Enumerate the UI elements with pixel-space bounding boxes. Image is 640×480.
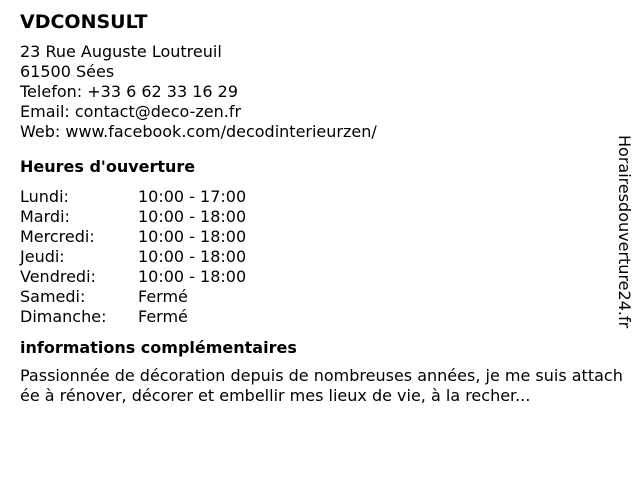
hours-row-saturday [20, 287, 610, 307]
address-street: 23 Rue Auguste Loutreuil [20, 42, 222, 61]
website-link[interactable]: Web: www.facebook.com/decodinterieurzen/ [20, 122, 377, 141]
phone-number[interactable]: Telefon: +33 6 62 33 16 29 [20, 82, 239, 101]
hours-heading: Heures d'ouverture [20, 157, 196, 176]
day-label: Vendredi: [20, 267, 96, 286]
day-label: Lundi: [20, 187, 69, 206]
hours-value: 10:00 - 18:00 [138, 267, 247, 286]
hours-row-wednesday [20, 227, 610, 247]
business-card [20, 8, 623, 406]
hours-row-monday [20, 187, 610, 207]
opening-hours-table [20, 187, 610, 327]
contact-block [20, 42, 610, 142]
hours-value: Fermé [138, 307, 188, 326]
day-label: Mercredi: [20, 227, 95, 246]
email-address[interactable]: Email: contact@deco-zen.fr [20, 102, 242, 121]
info-description: Passionnée de décoration depuis de nombreuses années, je me suis attachée à rénover, décorer et embellir mes lieux de vie, à la recher... [20, 366, 623, 405]
hours-row-friday [20, 267, 610, 287]
hours-value: Fermé [138, 287, 188, 306]
hours-value: 10:00 - 18:00 [138, 207, 247, 226]
day-label: Samedi: [20, 287, 86, 306]
address-city: 61500 Sées [20, 62, 115, 81]
day-label: Dimanche: [20, 307, 107, 326]
hours-row-thursday [20, 247, 610, 267]
hours-value: 10:00 - 18:00 [138, 247, 247, 266]
business-name: VDCONSULT [20, 11, 148, 33]
site-watermark-label: Horairesdouverture24.fr [615, 135, 634, 329]
day-label: Jeudi: [20, 247, 65, 266]
info-heading: informations complémentaires [20, 338, 297, 357]
hours-value: 10:00 - 18:00 [138, 227, 247, 246]
hours-row-sunday [20, 307, 610, 327]
hours-row-tuesday [20, 207, 610, 227]
day-label: Mardi: [20, 207, 70, 226]
hours-value: 10:00 - 17:00 [138, 187, 247, 206]
